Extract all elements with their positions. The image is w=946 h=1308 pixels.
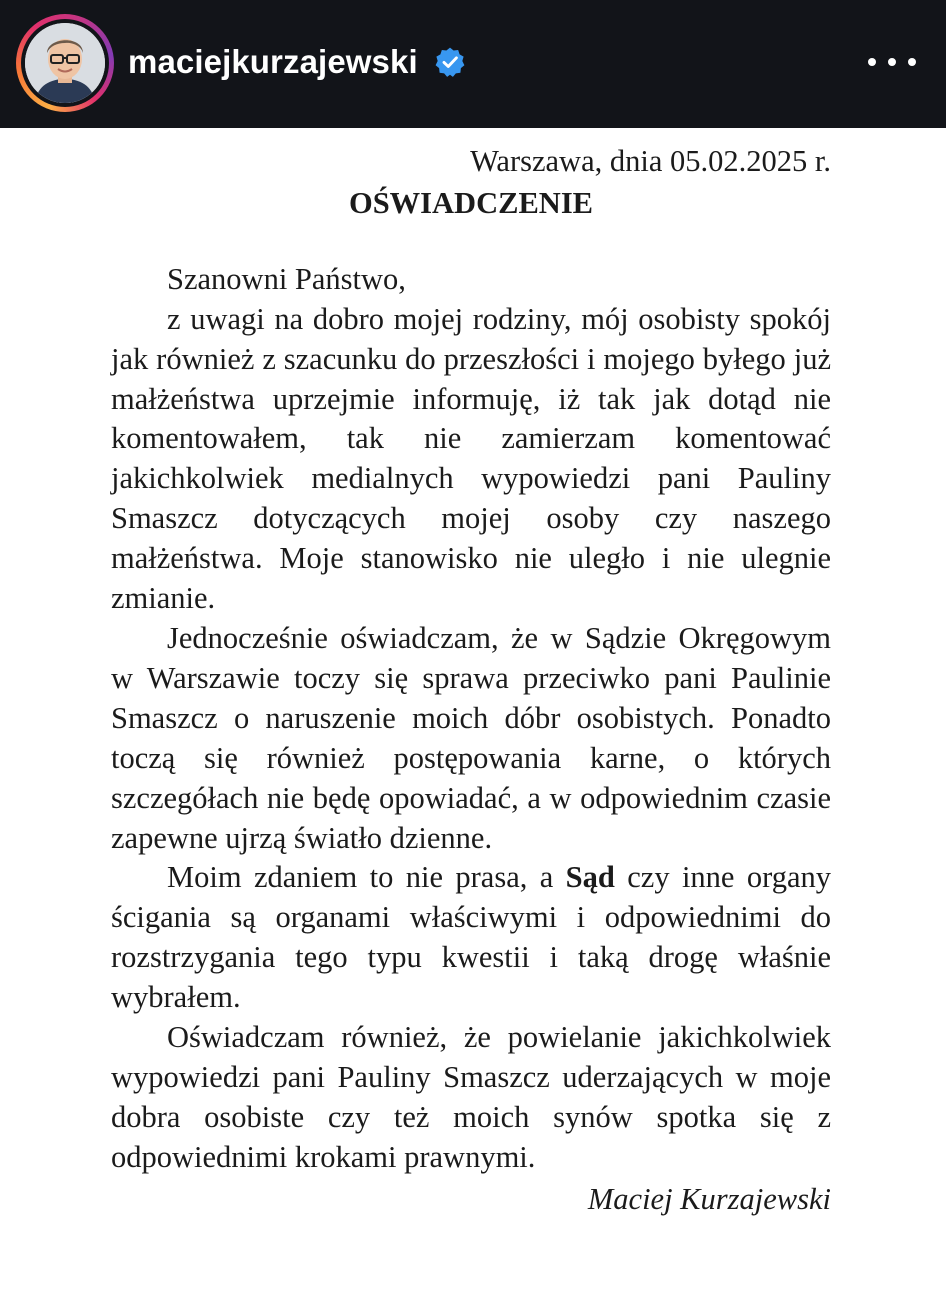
more-dot [908, 58, 916, 66]
statement-document [111, 138, 831, 1220]
story-ring[interactable] [16, 14, 114, 112]
more-dot [868, 58, 876, 66]
post-header [0, 0, 946, 128]
document-title: OŚWIADCZENIE [348, 185, 594, 220]
paragraph-4: Oświadczam również, że powielanie jakichkolwiek wypowiedzi pani Pauliny Smaszcz uderzających w moje dobra osobiste czy też moich synów spotka się z odpowiednimi krokami prawnymi. [111, 1020, 831, 1174]
paragraph-3 [111, 858, 831, 1018]
paragraph-3-text-a: Moim zdaniem to nie prasa, a [167, 860, 566, 895]
date-line: Warszawa, dnia 05.02.2025 r. [470, 144, 831, 178]
verified-badge-icon [434, 46, 466, 78]
avatar-image [25, 23, 105, 103]
paragraph-3-bold: Sąd [565, 860, 615, 895]
paragraph-3-text-b: czy inne organy ścigania są organami właściwymi i odpowiednimi do rozstrzygania tego typu kwestii i taką drogę właśnie wybrałem. [111, 860, 831, 1015]
paragraph-1: z uwagi na dobro mojej rodziny, mój osobisty spokój jak również z szacunku do przeszłości i mojego byłego już małżeństwa uprzejmie informuję, iż tak jak dotąd nie komentowałem, tak nie zamierzam komentować jakichkolwiek medialnych wypowiedzi pani Pauliny Smaszcz dotyczących mojej osoby czy naszego małżeństwa. Moje stanowisko nie uległo i nie ulegnie zmianie. [111, 301, 831, 616]
avatar[interactable] [25, 23, 105, 103]
username[interactable]: maciejkurzajewski [128, 43, 418, 80]
more-dot [888, 58, 896, 66]
more-options-button[interactable] [868, 44, 916, 80]
paragraph-2: Jednocześnie oświadczam, że w Sądzie Okręgowym w Warszawie toczy się sprawa przeciwko pani Paulinie Smaszcz o naruszenie moich dóbr osobistych. Ponadto toczą się również postępowania karne, o których szczegółach nie będę opowiadać, a w odpowiednim czasie zapewne ujrzą światło dzienne. [111, 620, 831, 855]
greeting: Szanowni Państwo, [167, 261, 406, 296]
signature: Maciej Kurzajewski [587, 1181, 831, 1216]
